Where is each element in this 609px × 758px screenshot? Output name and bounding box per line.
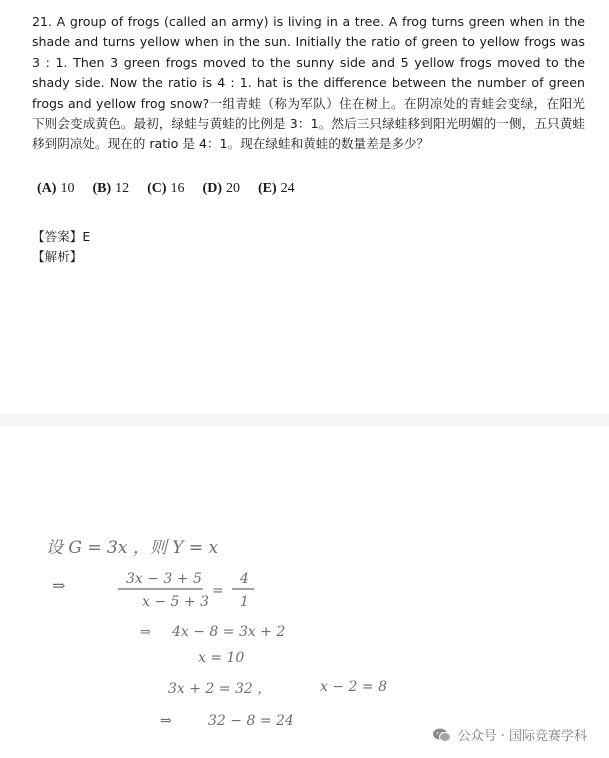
hw-frac2-den: 1 bbox=[240, 594, 249, 610]
hw-arrow-3: ⇒ bbox=[160, 713, 172, 729]
choice-e: (E) 24 bbox=[257, 181, 295, 196]
choice-a: (A) 10 bbox=[37, 181, 75, 196]
hw-line-5a: 3x + 2 = 32 ， bbox=[168, 681, 272, 697]
wechat-icon bbox=[432, 727, 452, 743]
choice-b: (B) 12 bbox=[92, 181, 130, 196]
hw-frac2-num: 4 bbox=[240, 571, 249, 587]
section-divider bbox=[0, 414, 609, 426]
analysis-line: 【解析】 bbox=[32, 249, 83, 264]
watermark-text: 公众号 · 国际竞赛学科 bbox=[457, 729, 587, 744]
hw-line-1: 设 G = 3x ，则 Y = x bbox=[46, 538, 219, 558]
hw-line-3: 4x − 8 = 3x + 2 bbox=[172, 624, 286, 640]
answer-choices bbox=[37, 181, 577, 197]
hw-equals: = bbox=[212, 583, 224, 599]
handwriting-canvas bbox=[0, 426, 609, 758]
watermark bbox=[432, 725, 587, 744]
hw-line-5b: x − 2 = 8 bbox=[320, 679, 387, 695]
hw-arrow-2: ⇒ bbox=[140, 625, 151, 640]
hw-line-4: x = 10 bbox=[198, 650, 245, 666]
hw-arrow-1: ⇒ bbox=[52, 576, 66, 595]
handwritten-solution bbox=[0, 426, 609, 758]
hw-line-6: 32 − 8 = 24 bbox=[208, 713, 294, 729]
hw-frac1-den: x − 5 + 3 bbox=[142, 594, 209, 610]
hw-frac1-num: 3x − 3 + 5 bbox=[126, 571, 202, 587]
answer-line: 【答案】E bbox=[32, 229, 91, 244]
choice-c: (C) 16 bbox=[147, 181, 185, 196]
problem-text: 21. A group of frogs (called an army) is living in a tree. A frog turns green when in the shade and turns yellow when in the sun. Initially the ratio of green to yellow frogs was 3 : 1. Then 3 green frogs moved to the sunny side and 5 yellow frogs moved to the shady side. Now the ratio is 4 : 1. hat is the difference between the number of green frogs and yellow frog snow?一组青蛙（称为军队）住在树上。在阴凉处的青蛙会变绿，在阳光下则会变成黄色。最初，绿蛙与黄蛙的比例是 3：1。然后三只绿蛙移到阳光明媚的一侧，五只黄蛙移到阴凉处。现在的 ratio 是 4：1。现在绿蛙和黄蛙的数量差是多少？ bbox=[32, 14, 585, 152]
choice-d: (D) 20 bbox=[202, 181, 240, 196]
